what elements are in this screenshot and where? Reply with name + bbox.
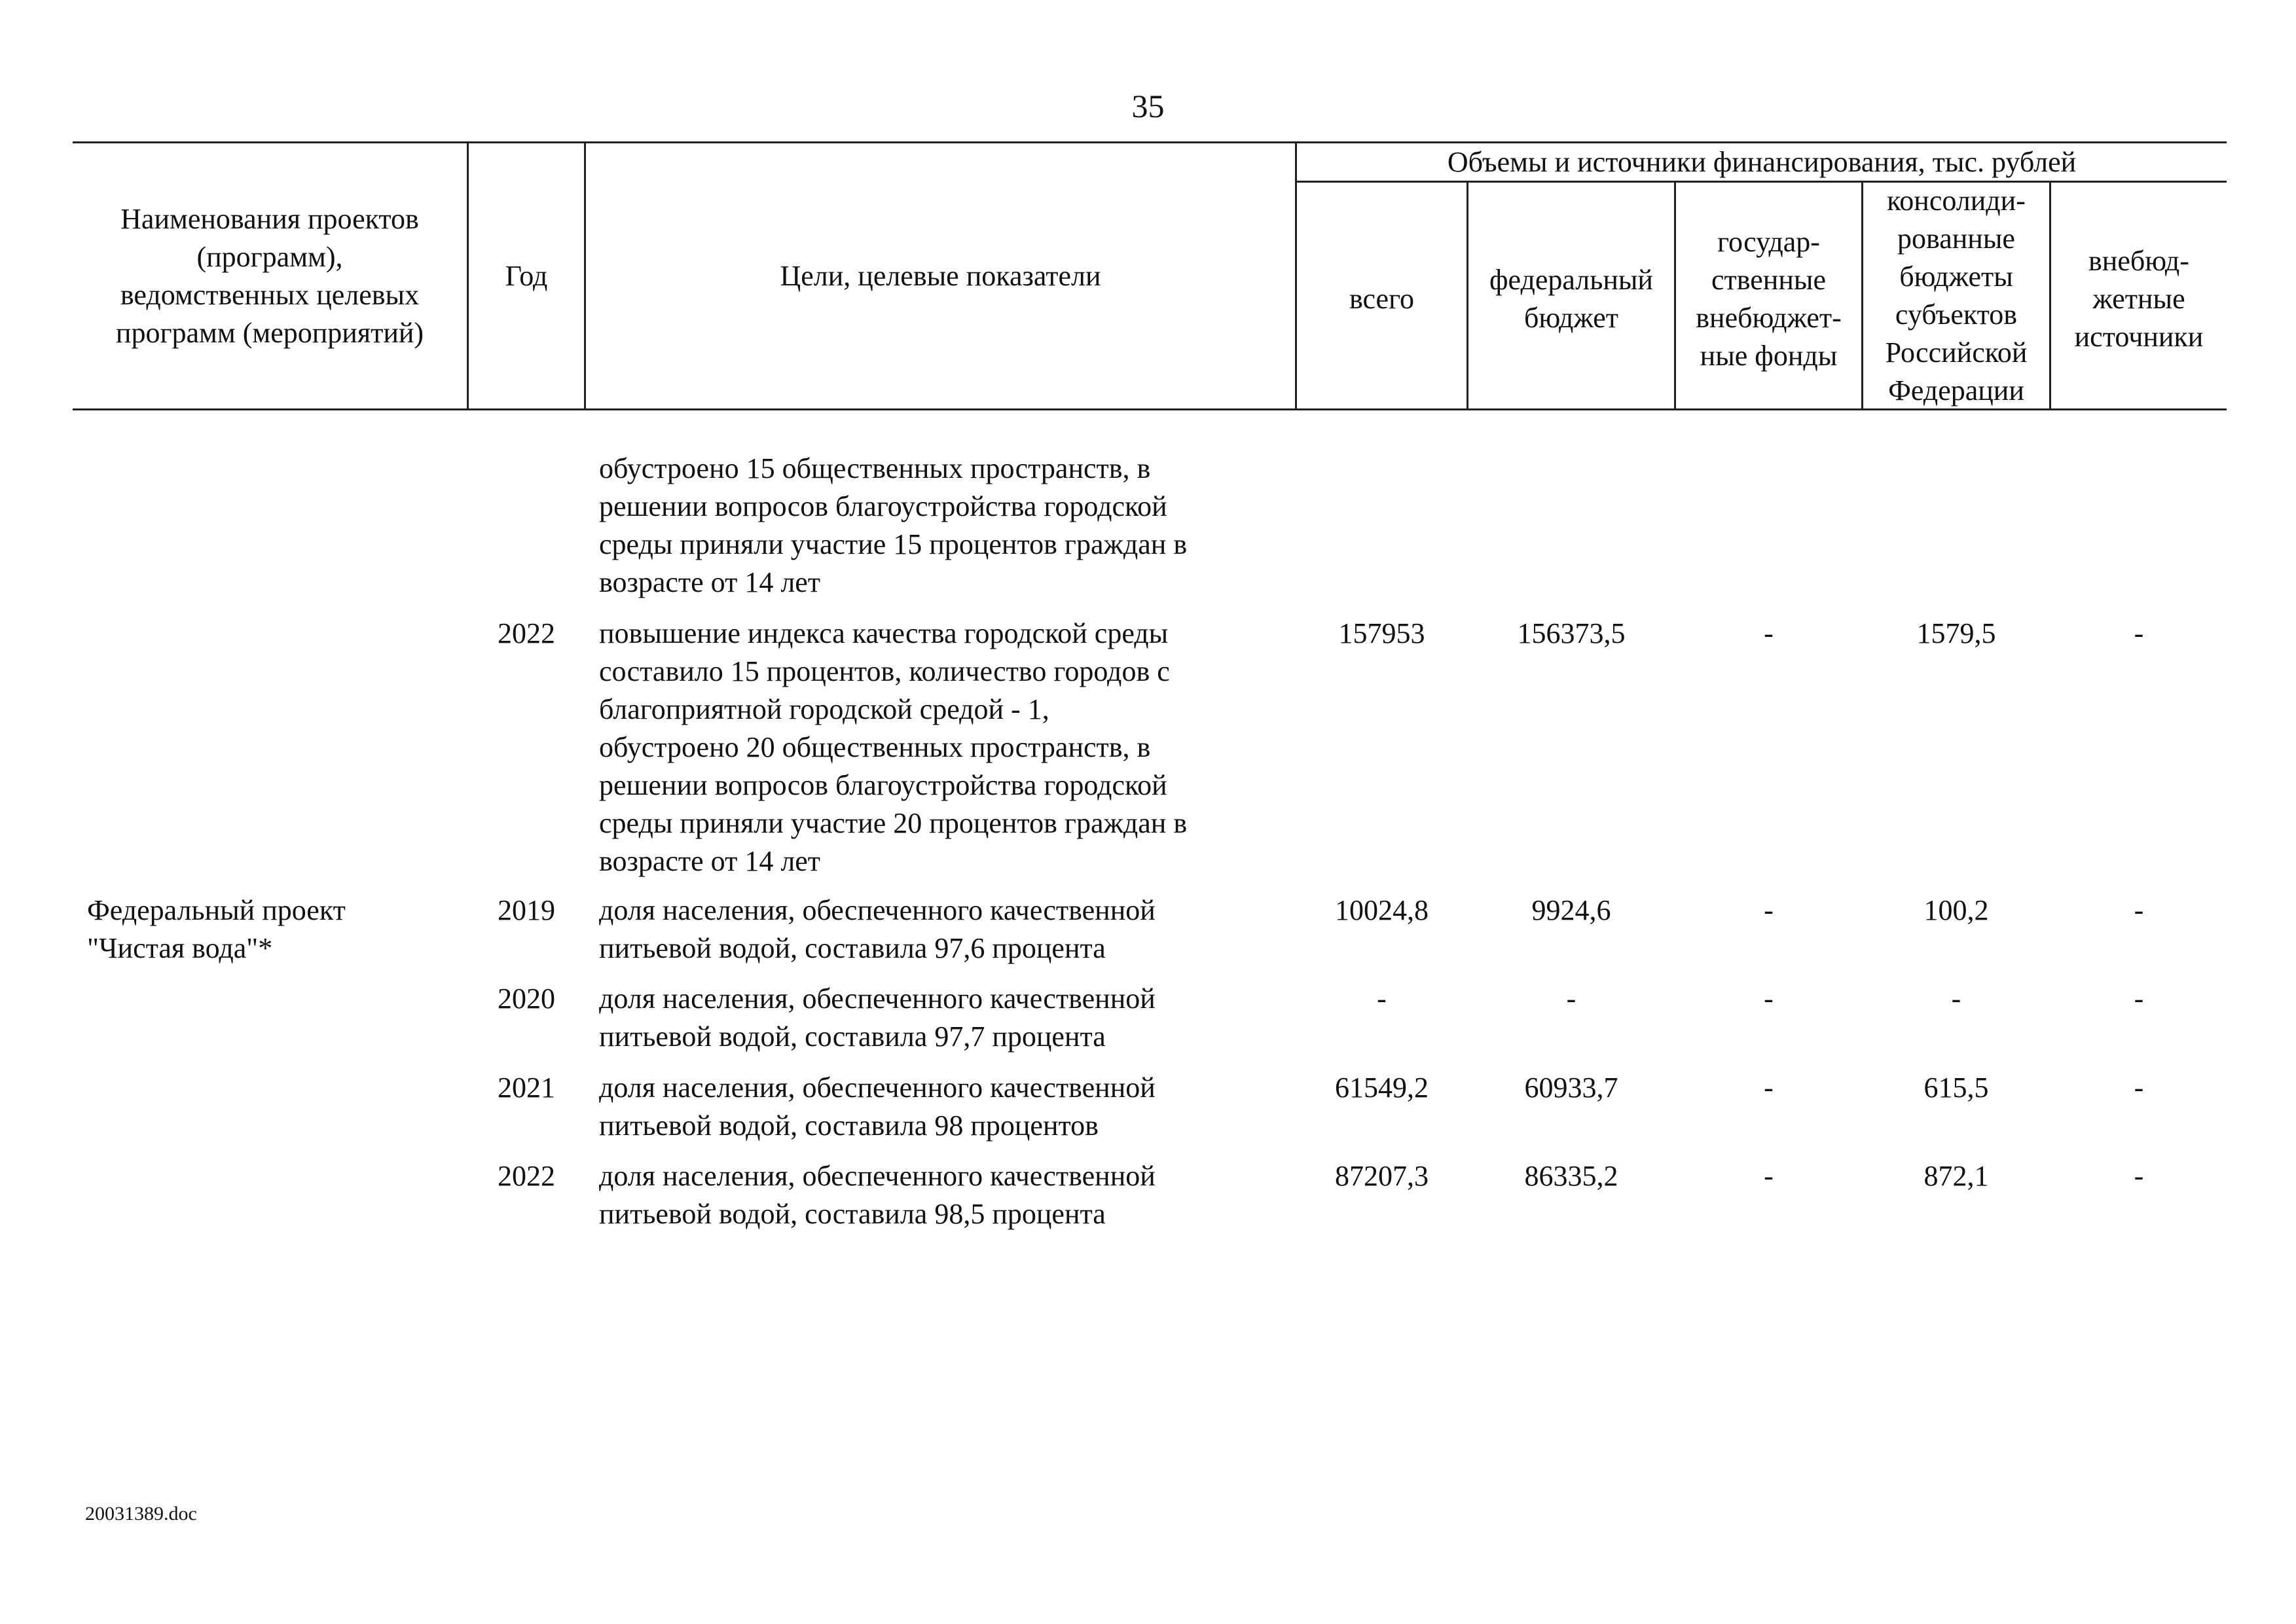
document-id: 20031389.doc <box>85 1503 197 1525</box>
regional-cell: - <box>1951 983 1961 1015</box>
regional-cell: 100,2 <box>1923 894 1989 926</box>
header-col-state-funds: государ- ственные внебюджет- ные фонды <box>1696 225 1842 372</box>
state-funds-cell: - <box>1764 1072 1774 1104</box>
goal-text: обустроено 15 общественных пространств, в решении вопросов благоустройства городской среды приняли участие 15 процентов граждан в возрасте от 14 лет <box>599 452 1188 598</box>
header-col-extrabudget: внебюд- жетные источники <box>2074 244 2204 353</box>
federal-cell: 9924,6 <box>1531 894 1611 926</box>
goal-text: доля населения, обеспеченного качественной питьевой водой, составила 98 процентов <box>599 1072 1156 1142</box>
state-funds-cell: - <box>1764 983 1774 1015</box>
header-col-goals: Цели, целевые показатели <box>780 259 1101 292</box>
state-funds-cell: - <box>1764 894 1774 926</box>
total-cell: 87207,3 <box>1335 1160 1429 1192</box>
federal-cell: 86335,2 <box>1524 1160 1618 1192</box>
extrabudget-cell: - <box>2134 894 2144 926</box>
year-cell: 2021 <box>498 1072 555 1104</box>
extrabudget-cell: - <box>2134 1072 2144 1104</box>
header-col-federal: федеральный бюджет <box>1489 263 1653 334</box>
regional-cell: 1579,5 <box>1916 617 1996 649</box>
header-col-total: всего <box>1349 282 1415 315</box>
year-cell: 2020 <box>498 983 555 1015</box>
year-cell: 2022 <box>498 1160 555 1192</box>
total-cell: 61549,2 <box>1335 1072 1429 1104</box>
page-number: 35 <box>1131 88 1165 124</box>
goal-text: доля населения, обеспеченного качественной питьевой водой, составила 97,6 процента <box>599 894 1156 964</box>
federal-cell: 156373,5 <box>1517 617 1626 649</box>
total-cell: 10024,8 <box>1335 894 1429 926</box>
total-cell: - <box>1377 983 1387 1015</box>
goal-text: доля населения, обеспеченного качественной питьевой водой, составила 98,5 процента <box>599 1160 1156 1230</box>
federal-cell: - <box>1566 983 1576 1015</box>
header-col-regional: консолиди- рованные бюджеты субъектов Российской Федерации <box>1885 184 2028 406</box>
extrabudget-cell: - <box>2134 1160 2144 1192</box>
header-col-name: Наименования проектов (программ), ведомственных целевых программ (мероприятий) <box>115 202 424 349</box>
state-funds-cell: - <box>1764 617 1774 649</box>
regional-cell: 615,5 <box>1923 1072 1989 1104</box>
federal-cell: 60933,7 <box>1524 1072 1618 1104</box>
header-col-funding-group: Объемы и источники финансирования, тыс. рублей <box>1447 145 2077 178</box>
state-funds-cell: - <box>1764 1160 1774 1192</box>
year-cell: 2022 <box>498 617 555 649</box>
goal-text: доля населения, обеспеченного качественной питьевой водой, составила 97,7 процента <box>599 983 1156 1053</box>
project-name: Федеральный проект "Чистая вода"* <box>87 894 346 964</box>
extrabudget-cell: - <box>2134 617 2144 649</box>
regional-cell: 872,1 <box>1923 1160 1989 1192</box>
goal-text: повышение индекса качества городской среды составило 15 процентов, количество городов с благоприятной городской средой - 1, обустроено 20 общественных пространств, в решении вопросов благоустройства городской среды приняли участие 20 процентов граждан в возрасте от 14 лет <box>599 617 1188 877</box>
year-cell: 2019 <box>498 894 555 926</box>
total-cell: 157953 <box>1338 617 1425 649</box>
extrabudget-cell: - <box>2134 983 2144 1015</box>
header-col-year: Год <box>505 259 548 292</box>
